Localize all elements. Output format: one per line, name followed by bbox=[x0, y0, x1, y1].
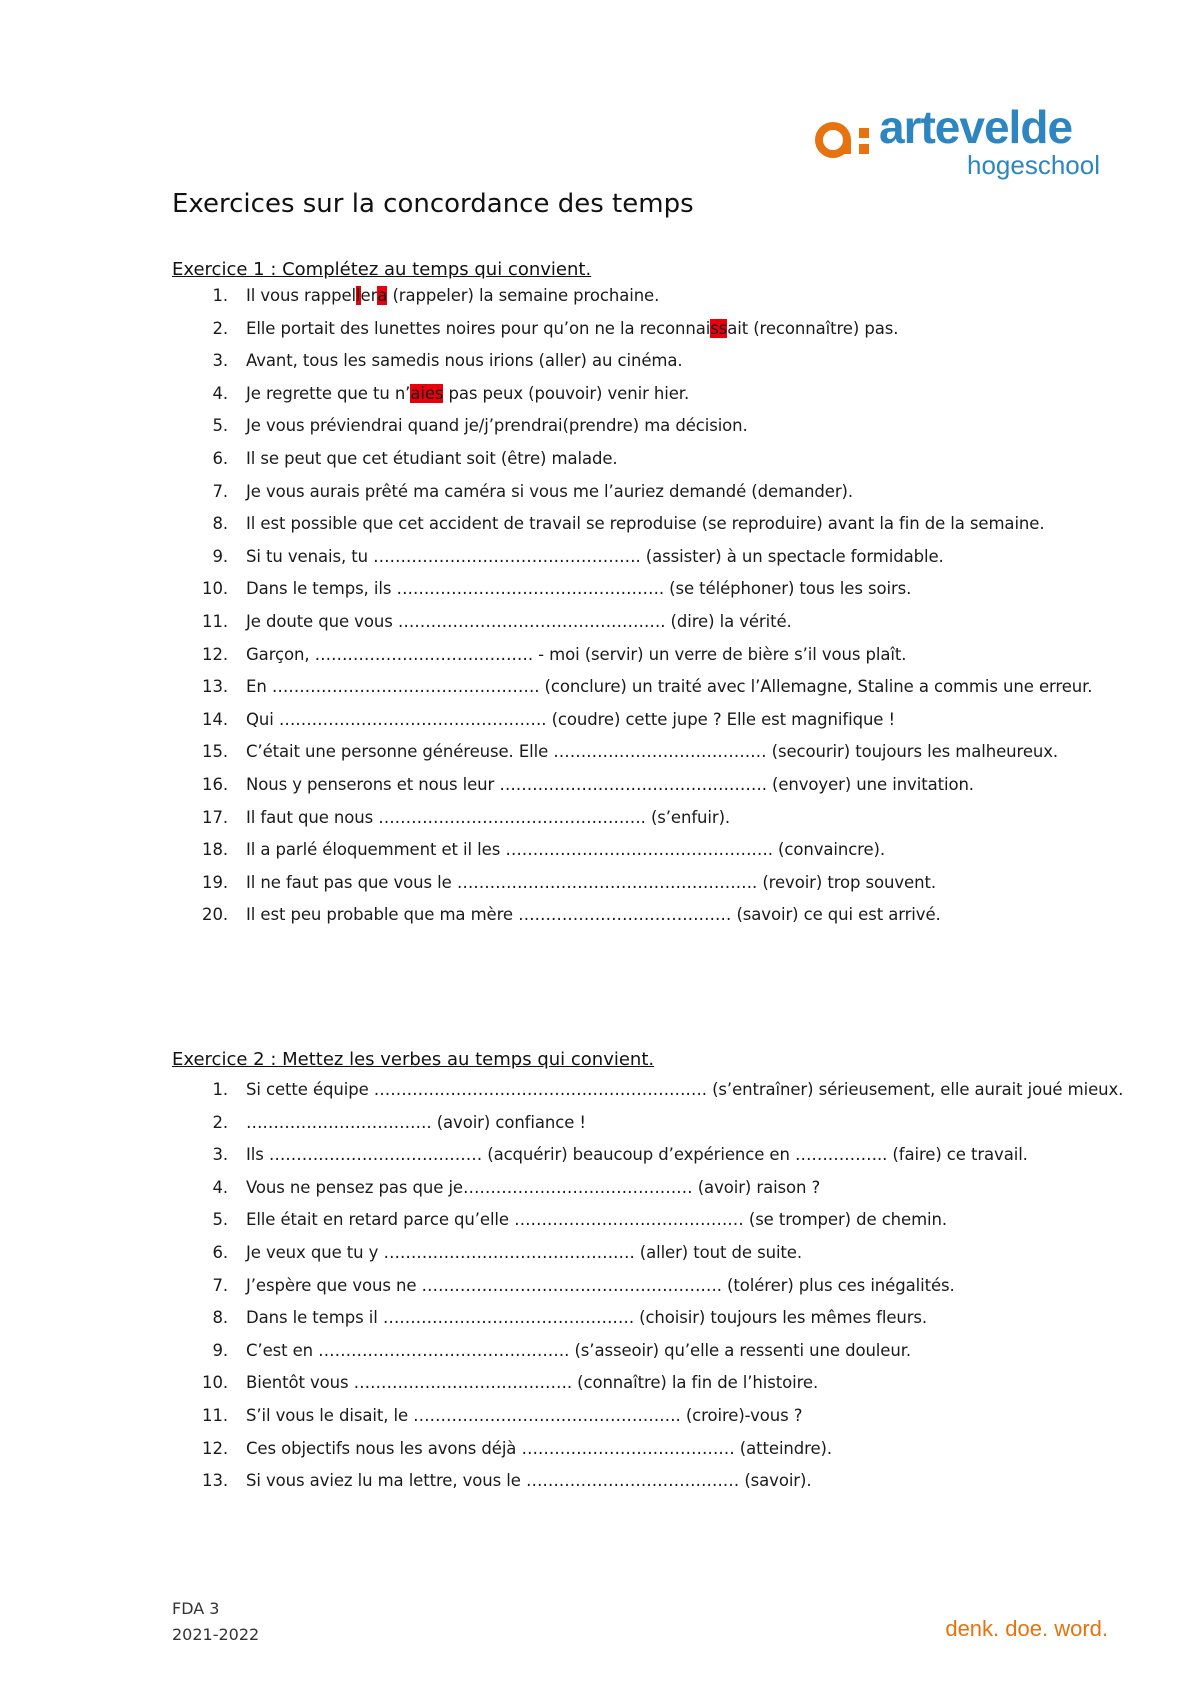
item-text: ……………………………. (avoir) confiance ! bbox=[246, 1112, 586, 1132]
item-text: Si tu venais, tu …………………………………………. (assister) à un spectacle formidable. bbox=[246, 546, 944, 566]
list-item: 2. ……………………………. (avoir) confiance ! bbox=[212, 1112, 586, 1132]
list-item: 13. En …………………………………………. (conclure) un traité avec l’Allemagne, Staline a commis une erreur. bbox=[202, 677, 1093, 697]
footer-tagline: denk. doe. word. bbox=[945, 1616, 1108, 1641]
exercise1-title: Exercice 1 : Complétez au temps qui convient. bbox=[172, 259, 592, 280]
list-item: 11. Je doute que vous …………………………………………. (dire) la vérité. bbox=[202, 611, 792, 631]
logo-wordmark: artevelde bbox=[879, 101, 1073, 153]
list-item: 7. J’espère que vous ne ………………………………………………. (tolérer) plus ces inégalités. bbox=[212, 1275, 955, 1295]
item-text: Il a parlé éloquemment et il les …………………………………………. (convaincre). bbox=[246, 840, 886, 860]
exercise1-list bbox=[172, 280, 1127, 932]
list-item: 1. Si cette équipe ……………………………………………………. (s’entraîner) sérieusement, elle aurait joué mieux. bbox=[212, 1080, 1124, 1099]
item-text: Je doute que vous …………………………………………. (dire) la vérité. bbox=[246, 611, 792, 631]
highlight-mark: ss bbox=[710, 318, 728, 338]
list-item: 8. Dans le temps il ………………………………………. (choisir) toujours les mêmes fleurs. bbox=[212, 1308, 928, 1328]
item-text: Ces objectifs nous les avons déjà ………………………………… (atteindre). bbox=[246, 1438, 833, 1458]
item-text: Vous ne pensez pas que je…………………………………… (avoir) raison ? bbox=[246, 1177, 821, 1197]
list-item: 4. Vous ne pensez pas que je…………………………………… (avoir) raison ? bbox=[212, 1177, 821, 1197]
item-text: Je vous préviendrai quand je/j’prendrai(prendre) ma décision. bbox=[246, 416, 748, 436]
exercise2-list bbox=[172, 1074, 1127, 1498]
list-item: 6. Je veux que tu y ………………………………………. (aller) tout de suite. bbox=[212, 1242, 802, 1262]
item-text: Il est peu probable que ma mère ………………………………… (savoir) ce qui est arrivé. bbox=[246, 905, 941, 925]
list-item: 2. Elle portait des lunettes noires pour qu’on ne la reconnaissait (reconnaître) pas. bbox=[212, 318, 899, 338]
item-text: Si vous aviez lu ma lettre, vous le ………………………………… (savoir). bbox=[246, 1471, 812, 1491]
item-text: Dans le temps, ils …………………………………………. (se téléphoner) tous les soirs. bbox=[246, 579, 912, 599]
item-text: Elle était en retard parce qu’elle …………………………………… (se tromper) de chemin. bbox=[246, 1210, 948, 1230]
list-item: 20. Il est peu probable que ma mère ………………………………… (savoir) ce qui est arrivé. bbox=[202, 905, 941, 925]
list-item: 3. Avant, tous les samedis nous irions (aller) au cinéma. bbox=[212, 351, 683, 371]
item-text: Bientôt vous …………………………………. (connaître) la fin de l’histoire. bbox=[246, 1373, 819, 1393]
list-item: 13. Si vous aviez lu ma lettre, vous le ………………………………… (savoir). bbox=[202, 1471, 812, 1491]
list-item: 16. Nous y penserons et nous leur …………………………………………. (envoyer) une invitation. bbox=[202, 774, 974, 794]
artevelde-logo bbox=[815, 100, 1105, 180]
item-text: C’est en ………………………………………. (s’asseoir) qu’elle a ressenti une douleur. bbox=[246, 1340, 912, 1360]
highlight-mark: aies bbox=[410, 383, 444, 403]
list-item: 5. Elle était en retard parce qu’elle …………………………………… (se tromper) de chemin. bbox=[212, 1210, 948, 1230]
item-text: Il est possible que cet accident de travail se reproduise (se reproduire) avant la fin de la semaine. bbox=[246, 514, 1045, 534]
item-text: Il se peut que cet étudiant soit (être) malade. bbox=[246, 448, 618, 468]
list-item: 11. S’il vous le disait, le …………………………………………. (croire)-vous ? bbox=[202, 1405, 803, 1425]
item-text: J’espère que vous ne ………………………………………………. (tolérer) plus ces inégalités. bbox=[246, 1275, 955, 1295]
item-text: Garçon, …………………………………. - moi (servir) un verre de bière s’il vous plaît. bbox=[246, 644, 907, 664]
list-item: 14. Qui …………………………………………. (coudre) cette jupe ? Elle est magnifique ! bbox=[202, 709, 896, 729]
item-text: En …………………………………………. (conclure) un traité avec l’Allemagne, Staline a commis une erreur. bbox=[246, 677, 1093, 697]
list-item: 9. Si tu venais, tu …………………………………………. (assister) à un spectacle formidable. bbox=[212, 546, 944, 566]
exercise2-title: Exercice 2 : Mettez les verbes au temps qui convient. bbox=[172, 1049, 655, 1070]
footer-year: 2021-2022 bbox=[172, 1625, 260, 1644]
list-item: 9. C’est en ………………………………………. (s’asseoir) qu’elle a ressenti une douleur. bbox=[212, 1340, 912, 1360]
list-item: 8. Il est possible que cet accident de travail se reproduise (se reproduire) avant la fin de la semaine. bbox=[212, 514, 1045, 534]
list-item: 18. Il a parlé éloquemment et il les …………………………………………. (convaincre). bbox=[202, 840, 886, 860]
page-title: Exercices sur la concordance des temps bbox=[172, 189, 694, 219]
highlight-mark: a bbox=[377, 286, 388, 305]
list-item: 15. C’était une personne généreuse. Elle ………………………………… (secourir) toujours les malheureux. bbox=[202, 742, 1059, 762]
list-item: 12. Garçon, …………………………………. - moi (servir) un verre de bière s’il vous plaît. bbox=[202, 644, 907, 664]
list-item: 3. Ils ………………………………… (acquérir) beaucoup d’expérience en …………….. (faire) ce travail. bbox=[212, 1145, 1028, 1165]
item-text: Je regrette que tu n’aies pas peux (pouvoir) venir hier. bbox=[246, 383, 690, 403]
logo-subtitle: hogeschool bbox=[967, 150, 1100, 180]
footer-course: FDA 3 bbox=[172, 1599, 220, 1618]
list-item: 1. Il vous rappellera (rappeler) la semaine prochaine. bbox=[212, 286, 660, 305]
list-item: 17. Il faut que nous …………………………………………. (s’enfuir). bbox=[202, 807, 731, 827]
item-text: Il ne faut pas que vous le ………………………………………………. (revoir) trop souvent. bbox=[246, 872, 936, 892]
item-text: Si cette équipe ……………………………………………………. (s’entraîner) sérieusement, elle aurait joué mieux. bbox=[246, 1080, 1124, 1099]
item-text: Il vous rappellera (rappeler) la semaine prochaine. bbox=[246, 286, 660, 305]
item-text: C’était une personne généreuse. Elle ………………………………… (secourir) toujours les malheureux. bbox=[246, 742, 1059, 762]
item-text: Qui …………………………………………. (coudre) cette jupe ? Elle est magnifique ! bbox=[246, 709, 896, 729]
item-text: Je vous aurais prêté ma caméra si vous me l’auriez demandé (demander). bbox=[246, 481, 854, 501]
list-item: 4. Je regrette que tu n’aies pas peux (pouvoir) venir hier. bbox=[212, 383, 690, 403]
list-item: 5. Je vous préviendrai quand je/j’prendrai(prendre) ma décision. bbox=[212, 416, 748, 436]
list-item: 19. Il ne faut pas que vous le ………………………………………………. (revoir) trop souvent. bbox=[202, 872, 936, 892]
item-text: S’il vous le disait, le …………………………………………. (croire)-vous ? bbox=[246, 1405, 803, 1425]
item-text: Je veux que tu y ………………………………………. (aller) tout de suite. bbox=[246, 1242, 802, 1262]
list-item: 10. Dans le temps, ils …………………………………………. (se téléphoner) tous les soirs. bbox=[202, 579, 912, 599]
item-text: Elle portait des lunettes noires pour qu’on ne la reconnaissait (reconnaître) pas. bbox=[246, 318, 899, 338]
item-text: Nous y penserons et nous leur …………………………………………. (envoyer) une invitation. bbox=[246, 774, 974, 794]
highlight-mark: l bbox=[356, 286, 361, 305]
list-item: 6. Il se peut que cet étudiant soit (être) malade. bbox=[212, 448, 618, 468]
item-text: Ils ………………………………… (acquérir) beaucoup d’expérience en …………….. (faire) ce travail. bbox=[246, 1145, 1028, 1165]
list-item: 7. Je vous aurais prêté ma caméra si vous me l’auriez demandé (demander). bbox=[212, 481, 854, 501]
item-text: Il faut que nous …………………………………………. (s’enfuir). bbox=[246, 807, 731, 827]
item-text: Dans le temps il ………………………………………. (choisir) toujours les mêmes fleurs. bbox=[246, 1308, 928, 1328]
item-text: Avant, tous les samedis nous irions (aller) au cinéma. bbox=[246, 351, 683, 371]
artevelde-logo-mark-icon bbox=[815, 120, 877, 160]
list-item: 12. Ces objectifs nous les avons déjà ………………………………… (atteindre). bbox=[202, 1438, 833, 1458]
list-item: 10. Bientôt vous …………………………………. (connaître) la fin de l’histoire. bbox=[202, 1373, 819, 1393]
